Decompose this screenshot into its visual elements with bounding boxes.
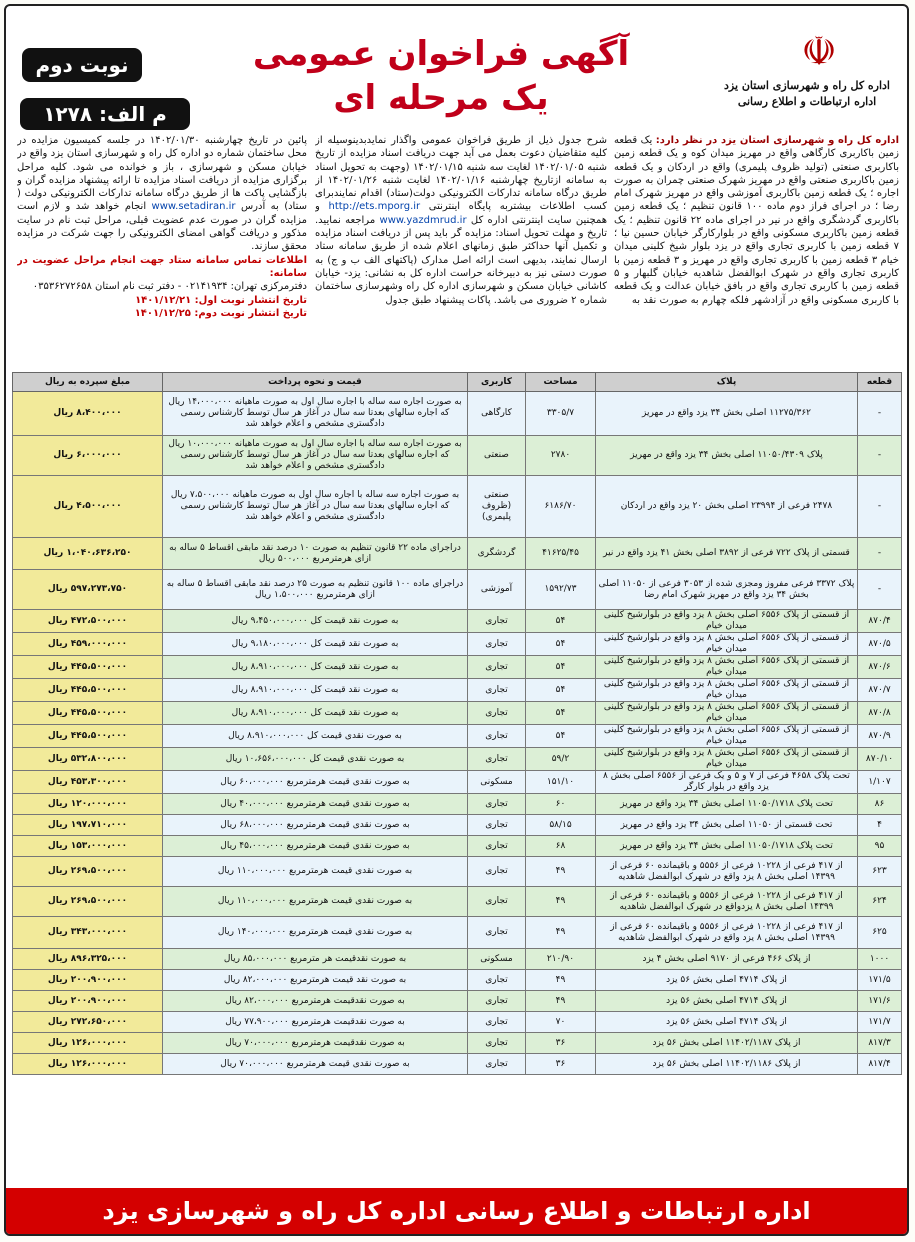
lot-cell: ۶۲۵ [858,917,902,949]
lot-cell: ۸۷۰/۸ [858,702,902,725]
intro-column-2 [315,134,607,362]
table-row [13,702,902,725]
lot-cell: ۱۷۱/۷ [858,1012,902,1033]
notice-title [236,32,646,120]
deposit-cell: ۵۹۷،۲۷۳،۷۵۰ ریال [13,570,163,610]
deposit-cell: ۸۹۶،۳۲۵،۰۰۰ ریال [13,949,163,970]
round-badge: نوبت دوم [22,48,142,82]
title-line2: یک مرحله ای [333,78,549,118]
org-line1: اداره کل راه و شهرسازی استان یزد [724,79,890,92]
deposit-cell: ۴۵۹،۰۰۰،۰۰۰ ریال [13,633,163,656]
area-cell: ۵۴ [526,679,596,702]
deposit-cell: ۴۵۳،۳۰۰،۰۰۰ ریال [13,771,163,794]
plaque-cell: تحت پلاک ۴۶۵۸ فرعی از ۷ و ۵ و یک فرعی از ۶۵۵۶ اصلی بخش ۸ یزد واقع در بلوار کارگر [596,771,858,794]
lot-cell: ۱۷۱/۵ [858,970,902,991]
lot-cell: ۸۷۰/۹ [858,725,902,748]
use-cell: تجاری [468,725,526,748]
lot-cell: - [858,392,902,436]
table-row [13,917,902,949]
use-cell: تجاری [468,1054,526,1075]
use-cell: گردشگری [468,538,526,570]
use-cell: صنعتی (ظروف پلیمری) [468,476,526,538]
price-cell: به صورت نقدی قیمت هرمترمربع ۶۸،۰۰۰،۰۰۰ ریال [163,815,468,836]
price-cell: به صورت نقد قیمت کل ۹،۱۸۰،۰۰۰،۰۰۰ ریال [163,633,468,656]
deposit-cell: ۱۵۳،۰۰۰،۰۰۰ ریال [13,836,163,857]
deposit-cell: ۴۴۵،۵۰۰،۰۰۰ ریال [13,702,163,725]
lot-cell: ۹۵ [858,836,902,857]
plaque-cell: از ۴۱۷ فرعی از ۱۰۲۲۸ فرعی از ۵۵۵۶ و باقیمانده ۶۰ فرعی از ۱۴۳۹۹ اصلی بخش ۸ یزدواقع در شهرک ابوالفضل شاهدیه [596,887,858,917]
lot-cell: ۸۷۰/۷ [858,679,902,702]
area-cell: ۲۱۰/۹۰ [526,949,596,970]
footer-banner: اداره ارتباطات و اطلاع رسانی اداره کل راه و شهرسازی یزد [6,1188,907,1234]
table-row [13,656,902,679]
lot-cell: ۸۷۰/۴ [858,610,902,633]
intro-column-1 [614,134,899,362]
deposit-cell: ۲۷۲،۶۵۰،۰۰۰ ریال [13,1012,163,1033]
deposit-cell: ۴۴۵،۵۰۰،۰۰۰ ریال [13,656,163,679]
table-row [13,794,902,815]
use-cell: تجاری [468,702,526,725]
title-line1: آگهی فراخوان عمومی [252,34,630,74]
area-cell: ۴۹ [526,991,596,1012]
table-row [13,1033,902,1054]
price-cell: به صورت نقد قیمت کل ۸،۹۱۰،۰۰۰،۰۰۰ ریال [163,702,468,725]
lot-cell: ۸۷۰/۵ [858,633,902,656]
area-cell: ۱۵۹۲/۷۳ [526,570,596,610]
use-cell: تجاری [468,656,526,679]
table-row [13,538,902,570]
notice-header [6,6,907,126]
header-plaque: پلاک [596,373,858,392]
deposit-cell: ۱،۰۴۰،۶۳۶،۲۵۰ ریال [13,538,163,570]
use-cell: تجاری [468,610,526,633]
table-row [13,1054,902,1075]
use-cell: تجاری [468,679,526,702]
table-row [13,857,902,887]
header-deposit: مبلغ سپرده به ریال [13,373,163,392]
use-cell: کارگاهی [468,392,526,436]
table-row [13,392,902,436]
plaque-cell: از قسمتی از پلاک ۶۵۵۶ اصلی بخش ۸ یزد واقع در بلوارشیخ کلینی میدان خیام [596,748,858,771]
plaque-cell: ۱۱۲۷۵/۳۶۲ اصلی بخش ۳۴ یزد واقع در مهریز [596,392,858,436]
price-cell: دراجرای ماده ۱۰۰ قانون تنظیم به صورت ۲۵ درصد نقد مابقی اقساط ۵ ساله به ازای هرمترمربع ۱،۵۰۰،۰۰۰ ریال [163,570,468,610]
use-cell: تجاری [468,1033,526,1054]
area-cell: ۵۸/۱۵ [526,815,596,836]
plaque-cell: از قسمتی از پلاک ۶۵۵۶ اصلی بخش ۸ یزد واقع در بلوارشیخ کلینی میدان خیام [596,610,858,633]
price-cell: به صورت نقدقیمت هرمترمربع ۷۰،۰۰۰،۰۰۰ ریال [163,1033,468,1054]
price-cell: به صورت نقد قیمت کل ۸،۹۱۰،۰۰۰،۰۰۰ ریال [163,656,468,679]
area-cell: ۴۹ [526,917,596,949]
use-cell: تجاری [468,1012,526,1033]
org-line2: اداره ارتباطات و اطلاع رسانی [737,95,877,108]
price-cell: دراجرای ماده ۲۲ قانون تنظیم به صورت ۱۰ درصد نقد مابقی اقساط ۵ ساله به ازای هرمترمربع ۵۰۰،۰۰۰ ریال [163,538,468,570]
table-row [13,887,902,917]
use-cell: تجاری [468,836,526,857]
ets-link[interactable]: http://ets.mporg.ir [328,201,421,213]
price-cell: به صورت نقدی قیمت هرمترمربع ۴۵،۰۰۰،۰۰۰ ریال [163,836,468,857]
plaque-cell: پلاک ۱۱۰۵۰/۴۳۰۹ اصلی بخش ۳۴ یزد واقع در مهریز [596,436,858,476]
price-cell: به صورت اجاره سه ساله با اجاره سال اول به صورت ماهیانه ۱۰،۰۰۰،۰۰۰ ریال که اجاره سالهای بعدتا سه سال در آغاز هر سال توسط کارشناس رسمی دادگستری مشخص و اعلام خواهد شد [163,436,468,476]
lot-cell: - [858,538,902,570]
table-row [13,679,902,702]
price-cell: به صورت نقدقیمت هر مترمربع ۸۵،۰۰۰،۰۰۰ ریال [163,949,468,970]
area-cell: ۴۹ [526,970,596,991]
plaque-cell: پلاک ۳۳۷۲ فرعی مفروز ومجزی شده از ۳۰۵۳ فرعی از ۱۱۰۵۰ اصلی بخش ۳۴ یزد واقع در مهریز شهرک امام رضا [596,570,858,610]
use-cell: تجاری [468,887,526,917]
table-row [13,949,902,970]
price-cell: به صورت نقدی قیمت هرمترمربع ۱۱۰،۰۰۰،۰۰۰ ریال [163,857,468,887]
price-cell: به صورت نقد قیمت کل ۸،۹۱۰،۰۰۰،۰۰۰ ریال [163,679,468,702]
lot-cell: ۶۲۳ [858,857,902,887]
use-cell: تجاری [468,815,526,836]
plaque-cell: تحت پلاک ۱۱۰۵۰/۱۷۱۸ اصلی بخش ۳۴ یزد واقع در مهریز [596,794,858,815]
intro-col2-text-a: شرح جدول ذیل از طریق فراخوان عمومی واگذار نمایدبدینوسیله از کلیه متقاضیان دعوت بعمل می آید جهت دریافت اسناد مزایده از تاریخ شنبه ۱۴۰۲/۰۱/۰۵ لغایت سه شنبه ۱۴۰۲/۰۱/۱۵ (وجهت به تحویل اسناد به سامانه ازتاریخ چهارشنبه ۱۴۰۲/۰۱/۱۶ لغایت شنبه ۱۴۰۲/۰۱/۲۶ از طریق درگاه سامانه تدارکات الکترونیکی دولت(ستاد) اقدام نمایندبرای کسب اطلاعات بیشتربه پایگاه اینترنتی [315,135,607,213]
intro-col3-text-a: پائین در تاریخ چهارشنبه ۱۴۰۲/۰۱/۳۰ در جلسه کمیسیون مزایده در محل ساختمان شماره دو اداره کل راه و شهرسازی استان یزد واقع در خیابان مسکن و شهرسازی ، باز و خوانده می شود. کلیه مراحل برگزاری مزایده از دریافت اسناد مزایده تا ارائه پیشنهاد مزایده گران و بازگشایی پاکت ها از طریق درگاه سامانه تدارکات الکترونیکی دولت ( ستاد) به آدرس [17,135,307,213]
table-row [13,1012,902,1033]
plaque-cell: از قسمتی از پلاک ۶۵۵۶ اصلی بخش ۸ یزد واقع در بلوارشیخ کلینی میدان خیام [596,679,858,702]
price-cell: به صورت نقدقیمت هرمترمربع ۸۲،۰۰۰،۰۰۰ ریال [163,991,468,1012]
lot-cell: - [858,570,902,610]
area-cell: ۵۴ [526,610,596,633]
deposit-cell: ۱۲۶،۰۰۰،۰۰۰ ریال [13,1033,163,1054]
intro-lead: اداره کل راه و شهرسازی استان یزد در نظر دارد: [655,135,899,146]
area-cell: ۲۷۸۰ [526,436,596,476]
intro-col1-text: یک قطعه زمین باکاربری کارگاهی واقع در مهریز میدان کوه و یک قطعه زمین باکاربری صنعتی (تولید ظروف پلیمری) واقع در اردکان و یک قطعه زمین باکاربری صنعتی واقع در مهریز شهرک صنعتی چمران به صورت اجاره ؛ یک قطعه زمین باکاربری آموزشی واقع در مهریز شهرک امام رضا ؛ در اجرای فراز دوم ماده ۱۰۰ قانون تنظیم ؛ یک قطعه زمین باکاربری گردشگری واقع در نیر در اجرای ماده ۲۲ قانون تنظیم ؛ یک قطعه زمین باکاربری مسکونی واقع در بلوارکارگر خیابان حسین نیا ؛ ۷ قطعه زمین با کاربری تجاری واقع در یزد بلوار شیخ کلینی میدان خیام ۳ قطعه زمین با کاربری تجاری واقع در مهریز و ۳ قطعه زمین با کاربری تجاری واقع در شهرک ابوالفضل شاهدیه خیابان گلبهار و ۵ قطعه زمین با کاربری تجاری واقع در بافق خیابان عدالت و یک قطعه با کاربری مسکونی واقع در آزادشهر فلکه چهارم به صورت نقد به [614,135,899,306]
plaque-cell: از قسمتی از پلاک ۶۵۵۶ اصلی بخش ۸ یزد واقع در بلوارشیخ کلینی میدان خیام [596,702,858,725]
use-cell: مسکونی [468,949,526,970]
plaque-cell: تحت پلاک ۱۱۰۵۰/۱۷۱۸ اصلی بخش ۳۴ یزد واقع در مهریز [596,836,858,857]
code-badge: م الف: ۱۲۷۸ [20,98,190,130]
use-cell: تجاری [468,857,526,887]
plaque-cell: قسمتی از پلاک ۷۲۲ فرعی از ۳۸۹۲ اصلی بخش ۴۱ یزد واقع در نیر [596,538,858,570]
price-cell: به صورت نقد قیمت کل ۹،۴۵۰،۰۰۰،۰۰۰ ریال [163,610,468,633]
area-cell: ۵۹/۲ [526,748,596,771]
area-cell: ۴۱۶۲۵/۴۵ [526,538,596,570]
plaque-cell: از قسمتی از پلاک ۶۵۵۶ اصلی بخش ۸ یزد واقع در بلوارشیخ کلینی میدان خیام [596,633,858,656]
plaque-cell: از پلاک ۴۷۱۴ اصلی بخش ۵۶ یزد [596,1012,858,1033]
intro-col3-text-b: انجام خواهد شد و لازم است مزایده گران در صورت عدم عضویت قبلی، مراحل ثبت نام در سایت مذکور و دریافت گواهی امضای الکترونیکی را جهت شرکت در مزایده محقق سازند. [17,201,307,253]
table-row [13,725,902,748]
area-cell: ۵۴ [526,725,596,748]
deposit-cell: ۲۰۰،۹۰۰،۰۰۰ ریال [13,991,163,1012]
deposit-cell: ۱۲۰،۰۰۰،۰۰۰ ریال [13,794,163,815]
deposit-cell: ۲۰۰،۹۰۰،۰۰۰ ریال [13,970,163,991]
table-header-row [13,373,902,392]
header-price: قیمت و نحوه پرداخت [163,373,468,392]
lot-cell: ۸۱۷/۴ [858,1054,902,1075]
price-cell: به صورت نقدی قیمت هرمترمربع ۴۰،۰۰۰،۰۰۰ ریال [163,794,468,815]
lot-cell: ۸۷۰/۱۰ [858,748,902,771]
contact-body: دفترمرکزی تهران: ۰۲۱۴۱۹۳۴ - دفتر ثبت نام استان ۰۳۵۳۶۲۷۲۶۵۸ [32,281,307,293]
plaque-cell: از ۴۱۷ فرعی از ۱۰۲۲۸ فرعی از ۵۵۵۶ و باقیمانده ۶۰ فرعی از ۱۴۳۹۹ اصلی بخش ۸ یزد واقع در شهرک ابوالفضل شاهدیه [596,857,858,887]
deposit-cell: ۸،۴۰۰،۰۰۰ ریال [13,392,163,436]
lot-cell: ۸۱۷/۳ [858,1033,902,1054]
lot-cell: ۴ [858,815,902,836]
table-row [13,815,902,836]
plaque-cell: از پلاک ۱۱۴۰۲/۱۱۸۶ اصلی بخش ۵۶ یزد [596,1054,858,1075]
deposit-cell: ۳۴۳،۰۰۰،۰۰۰ ریال [13,917,163,949]
use-cell: تجاری [468,991,526,1012]
area-cell: ۳۶ [526,1033,596,1054]
lot-cell: ۱۷۱/۶ [858,991,902,1012]
area-cell: ۷۰ [526,1012,596,1033]
table-row [13,436,902,476]
price-cell: به صورت اجاره سه ساله با اجاره سال اول به صورت ماهیانه ۱۴،۰۰۰،۰۰۰ ریال که اجاره سالهای بعدتا سه سال در آغاز هر سال توسط کارشناس رسمی دادگستری مشخص و اعلام خواهد شد [163,392,468,436]
iran-emblem-icon: ☫ [801,29,837,75]
use-cell: تجاری [468,633,526,656]
use-cell: تجاری [468,970,526,991]
plaque-cell: تحت قسمتی از ۱۱۰۵۰ اصلی بخش ۳۴ یزد واقع در مهریز [596,815,858,836]
area-cell: ۴۹ [526,857,596,887]
header-lot: قطعه [858,373,902,392]
use-cell: تجاری [468,794,526,815]
lot-cell: ۶۲۴ [858,887,902,917]
area-cell: ۴۹ [526,887,596,917]
lot-cell: ۸۷۰/۶ [858,656,902,679]
price-cell: به صورت اجاره سه ساله با اجاره سال اول به صورت ماهیانه ۷،۵۰۰،۰۰۰ ریال که اجاره سالهای بعدتا سه سال در آغاز هر سال توسط کارشناس رسمی دادگستری مشخص و اعلام خواهد شد [163,476,468,538]
table-row [13,570,902,610]
intro-col2-text-c: مراجعه نمایید. تاریخ و مهلت تحویل اسناد: مزایده گر باید پس از دریافت اسناد مزایده و تکمیل آنها حداکثر طبق زمانهای اعلام شده از طریق سامانه ستاد ارسال نمایند، بدیهی است ارائه اصل مدارک (پاکتهای الف ب و ج) به صورت دستی نیز به دبیرخانه حراست اداره کل به نشانی: یزد- خیابان کاشانی خیابان مسکن و شهرسازی اداره کل راه وشهرسازی ساختمان شماره ۲ ضروری می باشد. پاکات پیشنهاد طبق جدول [315,214,607,306]
header-use: کاربری [468,373,526,392]
publish-date-1: تاریخ انتشار نوبت اول: ۱۴۰۱/۱۲/۲۱ [135,294,307,306]
lot-cell: - [858,476,902,538]
plaque-cell: ۲۴۷۸ فرعی از ۲۳۹۹۴ اصلی بخش ۲۰ یزد واقع در اردکان [596,476,858,538]
table-body [13,392,902,1075]
price-cell: به صورت نقد قیمت هرمترمربع ۸۲،۰۰۰،۰۰۰ ریال [163,970,468,991]
price-cell: به صورت نقدی قیمت هرمترمربع ۱۱۰،۰۰۰،۰۰۰ ریال [163,887,468,917]
deposit-cell: ۱۹۷،۷۱۰،۰۰۰ ریال [13,815,163,836]
deposit-cell: ۴۴۵،۵۰۰،۰۰۰ ریال [13,725,163,748]
deposit-cell: ۴۴۵،۵۰۰،۰۰۰ ریال [13,679,163,702]
use-cell: مسکونی [468,771,526,794]
area-cell: ۵۴ [526,656,596,679]
area-cell: ۳۶ [526,1054,596,1075]
deposit-cell: ۶،۰۰۰،۰۰۰ ریال [13,436,163,476]
deposit-cell: ۵۳۲،۸۰۰،۰۰۰ ریال [13,748,163,771]
plaque-cell: از قسمتی از پلاک ۶۵۵۶ اصلی بخش ۸ یزد واقع در بلوارشیخ کلینی میدان خیام [596,656,858,679]
deposit-cell: ۲۶۹،۵۰۰،۰۰۰ ریال [13,857,163,887]
setadiran-link[interactable]: www.setadiran.ir [151,201,236,213]
yazdmrud-link[interactable]: www.yazdmrud.ir [379,214,467,226]
contact-title: اطلاعات تماس سامانه ستاد جهت انجام مراحل عضویت در سامانه: [17,254,307,279]
auction-table [12,372,902,1075]
table-row [13,836,902,857]
area-cell: ۶۸ [526,836,596,857]
table-row [13,633,902,656]
plaque-cell: از پلاک ۴۷۱۴ اصلی بخش ۵۶ یزد [596,970,858,991]
price-cell: به صورت نقدی قیمت هرمترمربع ۶۰،۰۰۰،۰۰۰ ریال [163,771,468,794]
deposit-cell: ۲۶۹،۵۰۰،۰۰۰ ریال [13,887,163,917]
area-cell: ۶۰ [526,794,596,815]
intro-col2-text-b: و همچنین سایت اینترنتی اداره کل [315,201,607,226]
use-cell: صنعتی [468,436,526,476]
plaque-cell: از ۴۱۷ فرعی از ۱۰۲۲۸ فرعی از ۵۵۵۶ و باقیمانده ۶۰ فرعی از ۱۴۳۹۹ اصلی بخش ۸ یزد واقع در شهرک ابوالفضل شاهدیه [596,917,858,949]
price-cell: به صورت نقدی قیمت هرمترمربع ۱۴۰،۰۰۰،۰۰۰ ریال [163,917,468,949]
table-row [13,970,902,991]
table-row [13,476,902,538]
price-cell: به صورت نقدی قیمت کل ۱۰،۶۵۶،۰۰۰،۰۰۰ ریال [163,748,468,771]
price-cell: به صورت نقدقیمت هرمترمربع ۷۷،۹۰۰،۰۰۰ ریال [163,1012,468,1033]
price-cell: به صورت نقدی قیمت هرمترمربع ۷۰،۰۰۰،۰۰۰ ریال [163,1054,468,1075]
use-cell: آموزشی [468,570,526,610]
table-row [13,610,902,633]
lot-cell: ۱۰۰۰ [858,949,902,970]
notice-page [4,4,909,1236]
lot-cell: ۱/۱۰۷ [858,771,902,794]
plaque-cell: از پلاک ۱۱۴۰۲/۱۱۸۷ اصلی بخش ۵۶ یزد [596,1033,858,1054]
area-cell: ۶۱۸۶/۷۰ [526,476,596,538]
org-name [717,78,897,110]
price-cell: به صورت نقدی قیمت کل ۸،۹۱۰،۰۰۰،۰۰۰ ریال [163,725,468,748]
deposit-cell: ۴۷۲،۵۰۰،۰۰۰ ریال [13,610,163,633]
table-row [13,748,902,771]
plaque-cell: از پلاک ۴۷۱۴ اصلی بخش ۵۶ یزد [596,991,858,1012]
use-cell: تجاری [468,748,526,771]
area-cell: ۵۴ [526,633,596,656]
area-cell: ۵۴ [526,702,596,725]
deposit-cell: ۱۲۶،۰۰۰،۰۰۰ ریال [13,1054,163,1075]
area-cell: ۱۵۱/۱۰ [526,771,596,794]
use-cell: تجاری [468,917,526,949]
table-row [13,991,902,1012]
intro-column-3 [17,134,307,362]
lot-cell: ۸۶ [858,794,902,815]
header-area: مساحت [526,373,596,392]
table-row [13,771,902,794]
area-cell: ۳۳۰۵/۷ [526,392,596,436]
plaque-cell: از پلاک ۴۶۶ فرعی از ۹۱۷۰ اصلی بخش ۴ یزد [596,949,858,970]
plaque-cell: از قسمتی از پلاک ۶۵۵۶ اصلی بخش ۸ یزد واقع در بلوارشیخ کلینی میدان خیام [596,725,858,748]
deposit-cell: ۴،۵۰۰،۰۰۰ ریال [13,476,163,538]
publish-date-2: تاریخ انتشار نوبت دوم: ۱۴۰۱/۱۲/۲۵ [134,307,307,319]
lot-cell: - [858,436,902,476]
